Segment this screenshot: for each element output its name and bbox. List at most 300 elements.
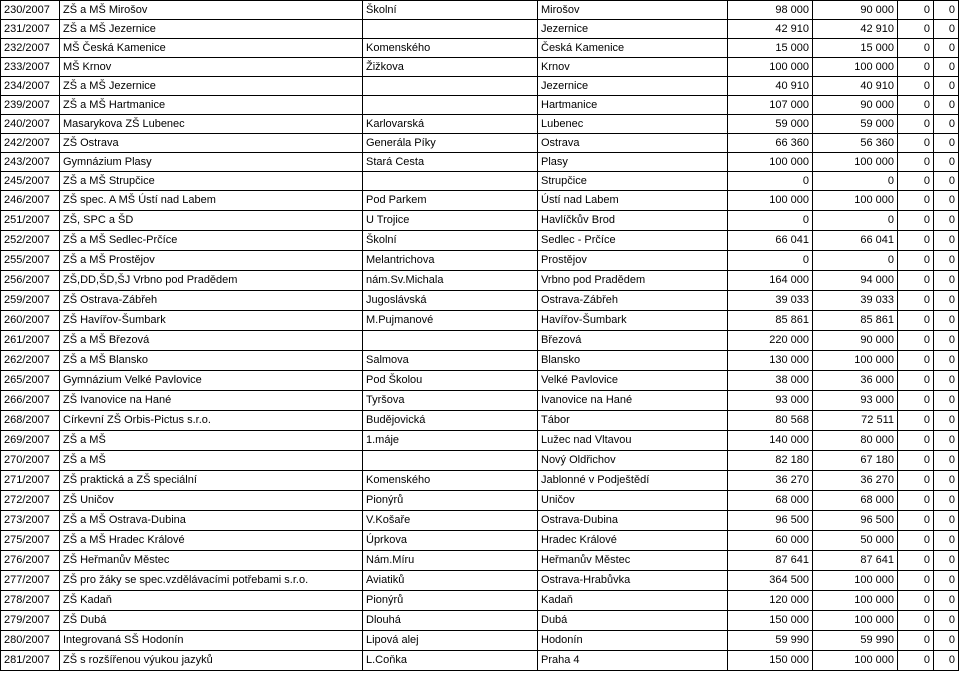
school-name-cell: ZŠ a MŠ Jezernice xyxy=(60,20,363,39)
town-cell: Sedlec - Prčíce xyxy=(538,231,728,251)
table-row xyxy=(1,251,959,271)
street-cell: Úprkova xyxy=(363,531,538,551)
school-name-cell: ZŠ s rozšířenou výukou jazyků xyxy=(60,651,363,671)
requested-amount-cell: 39 033 xyxy=(728,291,813,311)
table-row xyxy=(1,411,959,431)
table-row xyxy=(1,153,959,172)
granted-amount-cell: 40 910 xyxy=(813,77,898,96)
school-name-cell: ZŠ Ostrava xyxy=(60,134,363,153)
extra-amount-2-cell: 0 xyxy=(934,651,959,671)
requested-amount-cell: 96 500 xyxy=(728,511,813,531)
extra-amount-2-cell: 0 xyxy=(934,371,959,391)
granted-amount-cell: 36 270 xyxy=(813,471,898,491)
case-id-cell: 245/2007 xyxy=(1,172,60,191)
extra-amount-1-cell: 0 xyxy=(898,351,934,371)
requested-amount-cell: 60 000 xyxy=(728,531,813,551)
town-cell: Hradec Králové xyxy=(538,531,728,551)
extra-amount-2-cell: 0 xyxy=(934,531,959,551)
granted-amount-cell: 96 500 xyxy=(813,511,898,531)
case-id-cell: 242/2007 xyxy=(1,134,60,153)
extra-amount-2-cell: 0 xyxy=(934,611,959,631)
town-cell: Heřmanův Městec xyxy=(538,551,728,571)
street-cell: Salmova xyxy=(363,351,538,371)
town-cell: Mirošov xyxy=(538,1,728,20)
requested-amount-cell: 66 360 xyxy=(728,134,813,153)
street-cell: Komenského xyxy=(363,471,538,491)
requested-amount-cell: 98 000 xyxy=(728,1,813,20)
granted-amount-cell: 68 000 xyxy=(813,491,898,511)
school-name-cell: ZŠ a MŠ Jezernice xyxy=(60,77,363,96)
case-id-cell: 252/2007 xyxy=(1,231,60,251)
school-name-cell: ZŠ a MŠ Ostrava-Dubina xyxy=(60,511,363,531)
granted-amount-cell: 94 000 xyxy=(813,271,898,291)
town-cell: Jezernice xyxy=(538,77,728,96)
granted-amount-cell: 67 180 xyxy=(813,451,898,471)
granted-amount-cell: 90 000 xyxy=(813,96,898,115)
extra-amount-1-cell: 0 xyxy=(898,77,934,96)
requested-amount-cell: 0 xyxy=(728,251,813,271)
school-name-cell: ZŠ pro žáky se spec.vzdělávacími potřebami s.r.o. xyxy=(60,571,363,591)
street-cell: Stará Cesta xyxy=(363,153,538,172)
extra-amount-2-cell: 0 xyxy=(934,20,959,39)
requested-amount-cell: 59 000 xyxy=(728,115,813,134)
town-cell: Ústí nad Labem xyxy=(538,191,728,211)
case-id-cell: 269/2007 xyxy=(1,431,60,451)
school-name-cell: ZŠ Havířov-Šumbark xyxy=(60,311,363,331)
town-cell: Blansko xyxy=(538,351,728,371)
case-id-cell: 261/2007 xyxy=(1,331,60,351)
town-cell: Prostějov xyxy=(538,251,728,271)
case-id-cell: 246/2007 xyxy=(1,191,60,211)
granted-amount-cell: 87 641 xyxy=(813,551,898,571)
extra-amount-1-cell: 0 xyxy=(898,311,934,331)
street-cell: Jugoslávská xyxy=(363,291,538,311)
extra-amount-2-cell: 0 xyxy=(934,631,959,651)
street-cell: Žižkova xyxy=(363,58,538,77)
extra-amount-2-cell: 0 xyxy=(934,351,959,371)
case-id-cell: 233/2007 xyxy=(1,58,60,77)
extra-amount-2-cell: 0 xyxy=(934,153,959,172)
extra-amount-2-cell: 0 xyxy=(934,191,959,211)
town-cell: Nový Oldřichov xyxy=(538,451,728,471)
town-cell: Havířov-Šumbark xyxy=(538,311,728,331)
school-name-cell: ZŠ Dubá xyxy=(60,611,363,631)
street-cell xyxy=(363,77,538,96)
extra-amount-1-cell: 0 xyxy=(898,571,934,591)
school-name-cell: ZŠ a MŠ Hartmanice xyxy=(60,96,363,115)
requested-amount-cell: 80 568 xyxy=(728,411,813,431)
requested-amount-cell: 100 000 xyxy=(728,191,813,211)
street-cell: M.Pujmanové xyxy=(363,311,538,331)
table-row xyxy=(1,631,959,651)
granted-amount-cell: 39 033 xyxy=(813,291,898,311)
table-row xyxy=(1,20,959,39)
case-id-cell: 278/2007 xyxy=(1,591,60,611)
requested-amount-cell: 68 000 xyxy=(728,491,813,511)
school-name-cell: Gymnázium Plasy xyxy=(60,153,363,172)
case-id-cell: 262/2007 xyxy=(1,351,60,371)
case-id-cell: 266/2007 xyxy=(1,391,60,411)
town-cell: Strupčice xyxy=(538,172,728,191)
granted-amount-cell: 59 990 xyxy=(813,631,898,651)
granted-amount-cell: 42 910 xyxy=(813,20,898,39)
requested-amount-cell: 87 641 xyxy=(728,551,813,571)
case-id-cell: 260/2007 xyxy=(1,311,60,331)
street-cell: nám.Sv.Michala xyxy=(363,271,538,291)
street-cell xyxy=(363,96,538,115)
extra-amount-2-cell: 0 xyxy=(934,39,959,58)
extra-amount-2-cell: 0 xyxy=(934,115,959,134)
town-cell: Dubá xyxy=(538,611,728,631)
street-cell: Pionýrů xyxy=(363,491,538,511)
requested-amount-cell: 130 000 xyxy=(728,351,813,371)
town-cell: Ostrava-Dubina xyxy=(538,511,728,531)
requested-amount-cell: 164 000 xyxy=(728,271,813,291)
case-id-cell: 232/2007 xyxy=(1,39,60,58)
requested-amount-cell: 82 180 xyxy=(728,451,813,471)
case-id-cell: 231/2007 xyxy=(1,20,60,39)
school-name-cell: MŠ Česká Kamenice xyxy=(60,39,363,58)
table-row xyxy=(1,511,959,531)
case-id-cell: 272/2007 xyxy=(1,491,60,511)
extra-amount-2-cell: 0 xyxy=(934,391,959,411)
school-name-cell: Masarykova ZŠ Lubenec xyxy=(60,115,363,134)
requested-amount-cell: 66 041 xyxy=(728,231,813,251)
granted-amount-cell: 59 000 xyxy=(813,115,898,134)
school-name-cell: ZŠ a MŠ xyxy=(60,431,363,451)
extra-amount-2-cell: 0 xyxy=(934,311,959,331)
extra-amount-1-cell: 0 xyxy=(898,231,934,251)
requested-amount-cell: 42 910 xyxy=(728,20,813,39)
street-cell: U Trojice xyxy=(363,211,538,231)
table-row xyxy=(1,591,959,611)
school-name-cell: ZŠ Uničov xyxy=(60,491,363,511)
granted-amount-cell: 93 000 xyxy=(813,391,898,411)
street-cell: 1.máje xyxy=(363,431,538,451)
granted-amount-cell: 100 000 xyxy=(813,58,898,77)
requested-amount-cell: 100 000 xyxy=(728,153,813,172)
extra-amount-1-cell: 0 xyxy=(898,531,934,551)
case-id-cell: 243/2007 xyxy=(1,153,60,172)
street-cell: Melantrichova xyxy=(363,251,538,271)
town-cell: Ivanovice na Hané xyxy=(538,391,728,411)
town-cell: Jablonné v Podještědí xyxy=(538,471,728,491)
granted-amount-cell: 66 041 xyxy=(813,231,898,251)
granted-amount-cell: 85 861 xyxy=(813,311,898,331)
table-body xyxy=(1,1,959,671)
requested-amount-cell: 140 000 xyxy=(728,431,813,451)
requested-amount-cell: 85 861 xyxy=(728,311,813,331)
town-cell: Česká Kamenice xyxy=(538,39,728,58)
extra-amount-1-cell: 0 xyxy=(898,511,934,531)
school-name-cell: ZŠ a MŠ Strupčice xyxy=(60,172,363,191)
extra-amount-1-cell: 0 xyxy=(898,451,934,471)
case-id-cell: 230/2007 xyxy=(1,1,60,20)
table-row xyxy=(1,1,959,20)
street-cell: Pod Parkem xyxy=(363,191,538,211)
granted-amount-cell: 36 000 xyxy=(813,371,898,391)
table-row xyxy=(1,311,959,331)
table-row xyxy=(1,351,959,371)
case-id-cell: 255/2007 xyxy=(1,251,60,271)
town-cell: Vrbno pod Pradědem xyxy=(538,271,728,291)
case-id-cell: 239/2007 xyxy=(1,96,60,115)
extra-amount-1-cell: 0 xyxy=(898,651,934,671)
street-cell xyxy=(363,331,538,351)
school-name-cell: Integrovaná SŠ Hodonín xyxy=(60,631,363,651)
school-name-cell: ZŠ a MŠ Prostějov xyxy=(60,251,363,271)
extra-amount-1-cell: 0 xyxy=(898,291,934,311)
extra-amount-1-cell: 0 xyxy=(898,172,934,191)
street-cell: Nám.Míru xyxy=(363,551,538,571)
extra-amount-1-cell: 0 xyxy=(898,611,934,631)
school-name-cell: ZŠ Ostrava-Zábřeh xyxy=(60,291,363,311)
requested-amount-cell: 100 000 xyxy=(728,58,813,77)
table-row xyxy=(1,551,959,571)
table-row xyxy=(1,431,959,451)
table-row xyxy=(1,191,959,211)
school-name-cell: ZŠ Ivanovice na Hané xyxy=(60,391,363,411)
street-cell xyxy=(363,20,538,39)
case-id-cell: 271/2007 xyxy=(1,471,60,491)
school-name-cell: ZŠ spec. A MŠ Ústí nad Labem xyxy=(60,191,363,211)
granted-amount-cell: 0 xyxy=(813,172,898,191)
table-row xyxy=(1,571,959,591)
table-row xyxy=(1,611,959,631)
requested-amount-cell: 150 000 xyxy=(728,651,813,671)
school-name-cell: Církevní ZŠ Orbis-Pictus s.r.o. xyxy=(60,411,363,431)
case-id-cell: 275/2007 xyxy=(1,531,60,551)
extra-amount-2-cell: 0 xyxy=(934,411,959,431)
street-cell: Komenského xyxy=(363,39,538,58)
extra-amount-1-cell: 0 xyxy=(898,551,934,571)
town-cell: Havlíčkův Brod xyxy=(538,211,728,231)
extra-amount-1-cell: 0 xyxy=(898,251,934,271)
requested-amount-cell: 15 000 xyxy=(728,39,813,58)
extra-amount-1-cell: 0 xyxy=(898,371,934,391)
granted-amount-cell: 50 000 xyxy=(813,531,898,551)
extra-amount-2-cell: 0 xyxy=(934,134,959,153)
town-cell: Plasy xyxy=(538,153,728,172)
requested-amount-cell: 38 000 xyxy=(728,371,813,391)
requested-amount-cell: 0 xyxy=(728,172,813,191)
extra-amount-1-cell: 0 xyxy=(898,153,934,172)
extra-amount-2-cell: 0 xyxy=(934,291,959,311)
table-row xyxy=(1,172,959,191)
street-cell xyxy=(363,451,538,471)
school-name-cell: ZŠ, SPC a ŠD xyxy=(60,211,363,231)
case-id-cell: 240/2007 xyxy=(1,115,60,134)
granted-amount-cell: 90 000 xyxy=(813,1,898,20)
extra-amount-2-cell: 0 xyxy=(934,491,959,511)
extra-amount-2-cell: 0 xyxy=(934,551,959,571)
table-row xyxy=(1,451,959,471)
granted-amount-cell: 100 000 xyxy=(813,591,898,611)
requested-amount-cell: 36 270 xyxy=(728,471,813,491)
granted-amount-cell: 100 000 xyxy=(813,571,898,591)
extra-amount-2-cell: 0 xyxy=(934,571,959,591)
town-cell: Lužec nad Vltavou xyxy=(538,431,728,451)
extra-amount-2-cell: 0 xyxy=(934,1,959,20)
granted-amount-cell: 0 xyxy=(813,251,898,271)
table-row xyxy=(1,39,959,58)
granted-amount-cell: 72 511 xyxy=(813,411,898,431)
case-id-cell: 234/2007 xyxy=(1,77,60,96)
extra-amount-2-cell: 0 xyxy=(934,451,959,471)
extra-amount-2-cell: 0 xyxy=(934,77,959,96)
extra-amount-1-cell: 0 xyxy=(898,20,934,39)
street-cell: Školní xyxy=(363,1,538,20)
case-id-cell: 280/2007 xyxy=(1,631,60,651)
street-cell: Budějovická xyxy=(363,411,538,431)
case-id-cell: 273/2007 xyxy=(1,511,60,531)
table-row xyxy=(1,231,959,251)
extra-amount-1-cell: 0 xyxy=(898,39,934,58)
town-cell: Hartmanice xyxy=(538,96,728,115)
town-cell: Jezernice xyxy=(538,20,728,39)
extra-amount-2-cell: 0 xyxy=(934,231,959,251)
requested-amount-cell: 220 000 xyxy=(728,331,813,351)
table-row xyxy=(1,96,959,115)
requested-amount-cell: 0 xyxy=(728,211,813,231)
granted-amount-cell: 100 000 xyxy=(813,191,898,211)
table-row xyxy=(1,331,959,351)
table-row xyxy=(1,58,959,77)
table-row xyxy=(1,651,959,671)
extra-amount-1-cell: 0 xyxy=(898,331,934,351)
case-id-cell: 256/2007 xyxy=(1,271,60,291)
street-cell: Dlouhá xyxy=(363,611,538,631)
town-cell: Ostrava-Zábřeh xyxy=(538,291,728,311)
town-cell: Březová xyxy=(538,331,728,351)
street-cell: V.Košaře xyxy=(363,511,538,531)
requested-amount-cell: 150 000 xyxy=(728,611,813,631)
extra-amount-2-cell: 0 xyxy=(934,331,959,351)
street-cell: Generála Píky xyxy=(363,134,538,153)
school-name-cell: Gymnázium Velké Pavlovice xyxy=(60,371,363,391)
street-cell: Pod Školou xyxy=(363,371,538,391)
table-row xyxy=(1,115,959,134)
extra-amount-2-cell: 0 xyxy=(934,211,959,231)
case-id-cell: 265/2007 xyxy=(1,371,60,391)
school-name-cell: ZŠ praktická a ZŠ speciální xyxy=(60,471,363,491)
extra-amount-2-cell: 0 xyxy=(934,96,959,115)
table-row xyxy=(1,291,959,311)
table-row xyxy=(1,271,959,291)
granted-amount-cell: 80 000 xyxy=(813,431,898,451)
town-cell: Uničov xyxy=(538,491,728,511)
extra-amount-1-cell: 0 xyxy=(898,491,934,511)
table-row xyxy=(1,134,959,153)
granted-amount-cell: 100 000 xyxy=(813,611,898,631)
extra-amount-1-cell: 0 xyxy=(898,431,934,451)
granted-amount-cell: 100 000 xyxy=(813,153,898,172)
extra-amount-2-cell: 0 xyxy=(934,251,959,271)
extra-amount-2-cell: 0 xyxy=(934,172,959,191)
extra-amount-1-cell: 0 xyxy=(898,211,934,231)
case-id-cell: 279/2007 xyxy=(1,611,60,631)
school-name-cell: ZŠ Heřmanův Městec xyxy=(60,551,363,571)
extra-amount-1-cell: 0 xyxy=(898,191,934,211)
street-cell: Pionýrů xyxy=(363,591,538,611)
granted-amount-cell: 15 000 xyxy=(813,39,898,58)
school-name-cell: ZŠ a MŠ Březová xyxy=(60,331,363,351)
extra-amount-1-cell: 0 xyxy=(898,471,934,491)
requested-amount-cell: 40 910 xyxy=(728,77,813,96)
school-name-cell: ZŠ a MŠ Hradec Králové xyxy=(60,531,363,551)
requested-amount-cell: 107 000 xyxy=(728,96,813,115)
school-name-cell: ZŠ a MŠ Mirošov xyxy=(60,1,363,20)
case-id-cell: 281/2007 xyxy=(1,651,60,671)
table-row xyxy=(1,531,959,551)
town-cell: Praha 4 xyxy=(538,651,728,671)
case-id-cell: 277/2007 xyxy=(1,571,60,591)
town-cell: Ostrava-Hrabůvka xyxy=(538,571,728,591)
table-row xyxy=(1,471,959,491)
granted-amount-cell: 90 000 xyxy=(813,331,898,351)
town-cell: Lubenec xyxy=(538,115,728,134)
extra-amount-2-cell: 0 xyxy=(934,511,959,531)
town-cell: Krnov xyxy=(538,58,728,77)
town-cell: Kadaň xyxy=(538,591,728,611)
school-name-cell: ZŠ Kadaň xyxy=(60,591,363,611)
extra-amount-2-cell: 0 xyxy=(934,591,959,611)
extra-amount-1-cell: 0 xyxy=(898,631,934,651)
granted-amount-cell: 56 360 xyxy=(813,134,898,153)
extra-amount-2-cell: 0 xyxy=(934,271,959,291)
granted-amount-cell: 0 xyxy=(813,211,898,231)
granted-amount-cell: 100 000 xyxy=(813,351,898,371)
street-cell: Aviatiků xyxy=(363,571,538,591)
street-cell: Školní xyxy=(363,231,538,251)
extra-amount-2-cell: 0 xyxy=(934,431,959,451)
street-cell: Tyršova xyxy=(363,391,538,411)
requested-amount-cell: 120 000 xyxy=(728,591,813,611)
extra-amount-1-cell: 0 xyxy=(898,134,934,153)
extra-amount-1-cell: 0 xyxy=(898,58,934,77)
street-cell: L.Coňka xyxy=(363,651,538,671)
town-cell: Velké Pavlovice xyxy=(538,371,728,391)
extra-amount-1-cell: 0 xyxy=(898,411,934,431)
extra-amount-1-cell: 0 xyxy=(898,591,934,611)
street-cell: Karlovarská xyxy=(363,115,538,134)
case-id-cell: 259/2007 xyxy=(1,291,60,311)
extra-amount-2-cell: 0 xyxy=(934,471,959,491)
extra-amount-1-cell: 0 xyxy=(898,96,934,115)
table-row xyxy=(1,77,959,96)
extra-amount-1-cell: 0 xyxy=(898,271,934,291)
school-name-cell: MŠ Krnov xyxy=(60,58,363,77)
requested-amount-cell: 93 000 xyxy=(728,391,813,411)
case-id-cell: 268/2007 xyxy=(1,411,60,431)
table-row xyxy=(1,371,959,391)
street-cell xyxy=(363,172,538,191)
town-cell: Ostrava xyxy=(538,134,728,153)
school-name-cell: ZŠ a MŠ Sedlec-Prčíce xyxy=(60,231,363,251)
requested-amount-cell: 59 990 xyxy=(728,631,813,651)
case-id-cell: 276/2007 xyxy=(1,551,60,571)
extra-amount-1-cell: 0 xyxy=(898,391,934,411)
table-row xyxy=(1,211,959,231)
case-id-cell: 270/2007 xyxy=(1,451,60,471)
school-name-cell: ZŠ a MŠ xyxy=(60,451,363,471)
school-name-cell: ZŠ a MŠ Blansko xyxy=(60,351,363,371)
table-row xyxy=(1,391,959,411)
extra-amount-1-cell: 0 xyxy=(898,1,934,20)
town-cell: Tábor xyxy=(538,411,728,431)
requested-amount-cell: 364 500 xyxy=(728,571,813,591)
extra-amount-2-cell: 0 xyxy=(934,58,959,77)
